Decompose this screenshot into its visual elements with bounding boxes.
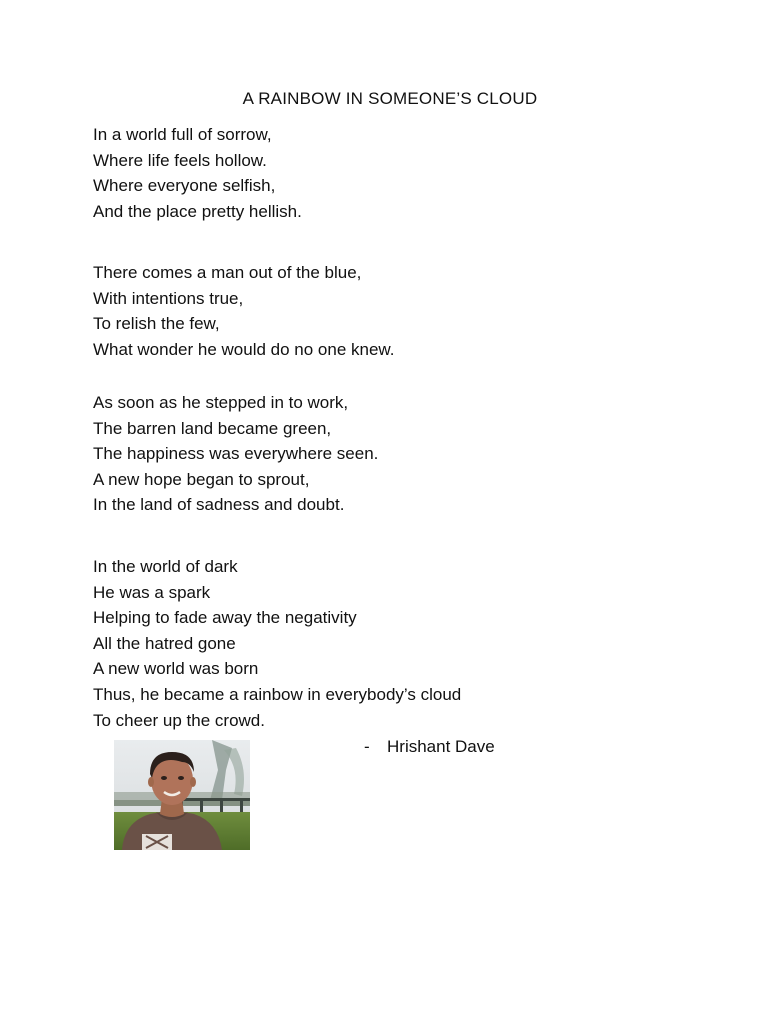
- author-portrait-image: [114, 740, 250, 850]
- poem-line: A new world was born: [93, 659, 259, 679]
- poem-line: In a world full of sorrow,: [93, 125, 272, 144]
- stanza-3: [93, 390, 378, 518]
- poem-line: There comes a man out of the blue,: [93, 263, 362, 282]
- author-signature: [364, 734, 495, 759]
- poem-line: Helping to fade away the negativity: [93, 608, 357, 628]
- poem-title: A RAINBOW IN SOMEONE’S CLOUD: [242, 89, 538, 108]
- poem-line: All the hatred gone: [93, 633, 236, 653]
- stanza-4: [93, 554, 461, 733]
- stanza-2: [93, 260, 394, 362]
- poem-line: In the land of sadness and doubt.: [93, 495, 345, 515]
- poem-line: And the place pretty hellish.: [93, 201, 302, 221]
- poem-line: What wonder he would do no one knew.: [93, 339, 395, 359]
- author-dash: -: [364, 737, 370, 756]
- poem-line: The happiness was everywhere seen.: [93, 444, 379, 464]
- poem-line: To cheer up the crowd.: [93, 710, 265, 730]
- poem-line: The barren land became green,: [93, 418, 332, 438]
- poem-line: A new hope began to sprout,: [93, 469, 310, 489]
- poem-line: To relish the few,: [93, 314, 220, 334]
- author-name: Hrishant Dave: [387, 737, 495, 756]
- poem-line: Where life feels hollow.: [93, 150, 267, 170]
- poem-line: Thus, he became a rainbow in everybody’s cloud: [93, 684, 462, 704]
- poem-line: In the world of dark: [93, 557, 238, 576]
- poem-line: With intentions true,: [93, 288, 244, 308]
- stanza-1: [93, 122, 302, 224]
- poem-line: Where everyone selfish,: [93, 176, 276, 196]
- author-photo: [114, 740, 250, 850]
- poem-line: He was a spark: [93, 582, 211, 602]
- poem-line: As soon as he stepped in to work,: [93, 393, 349, 412]
